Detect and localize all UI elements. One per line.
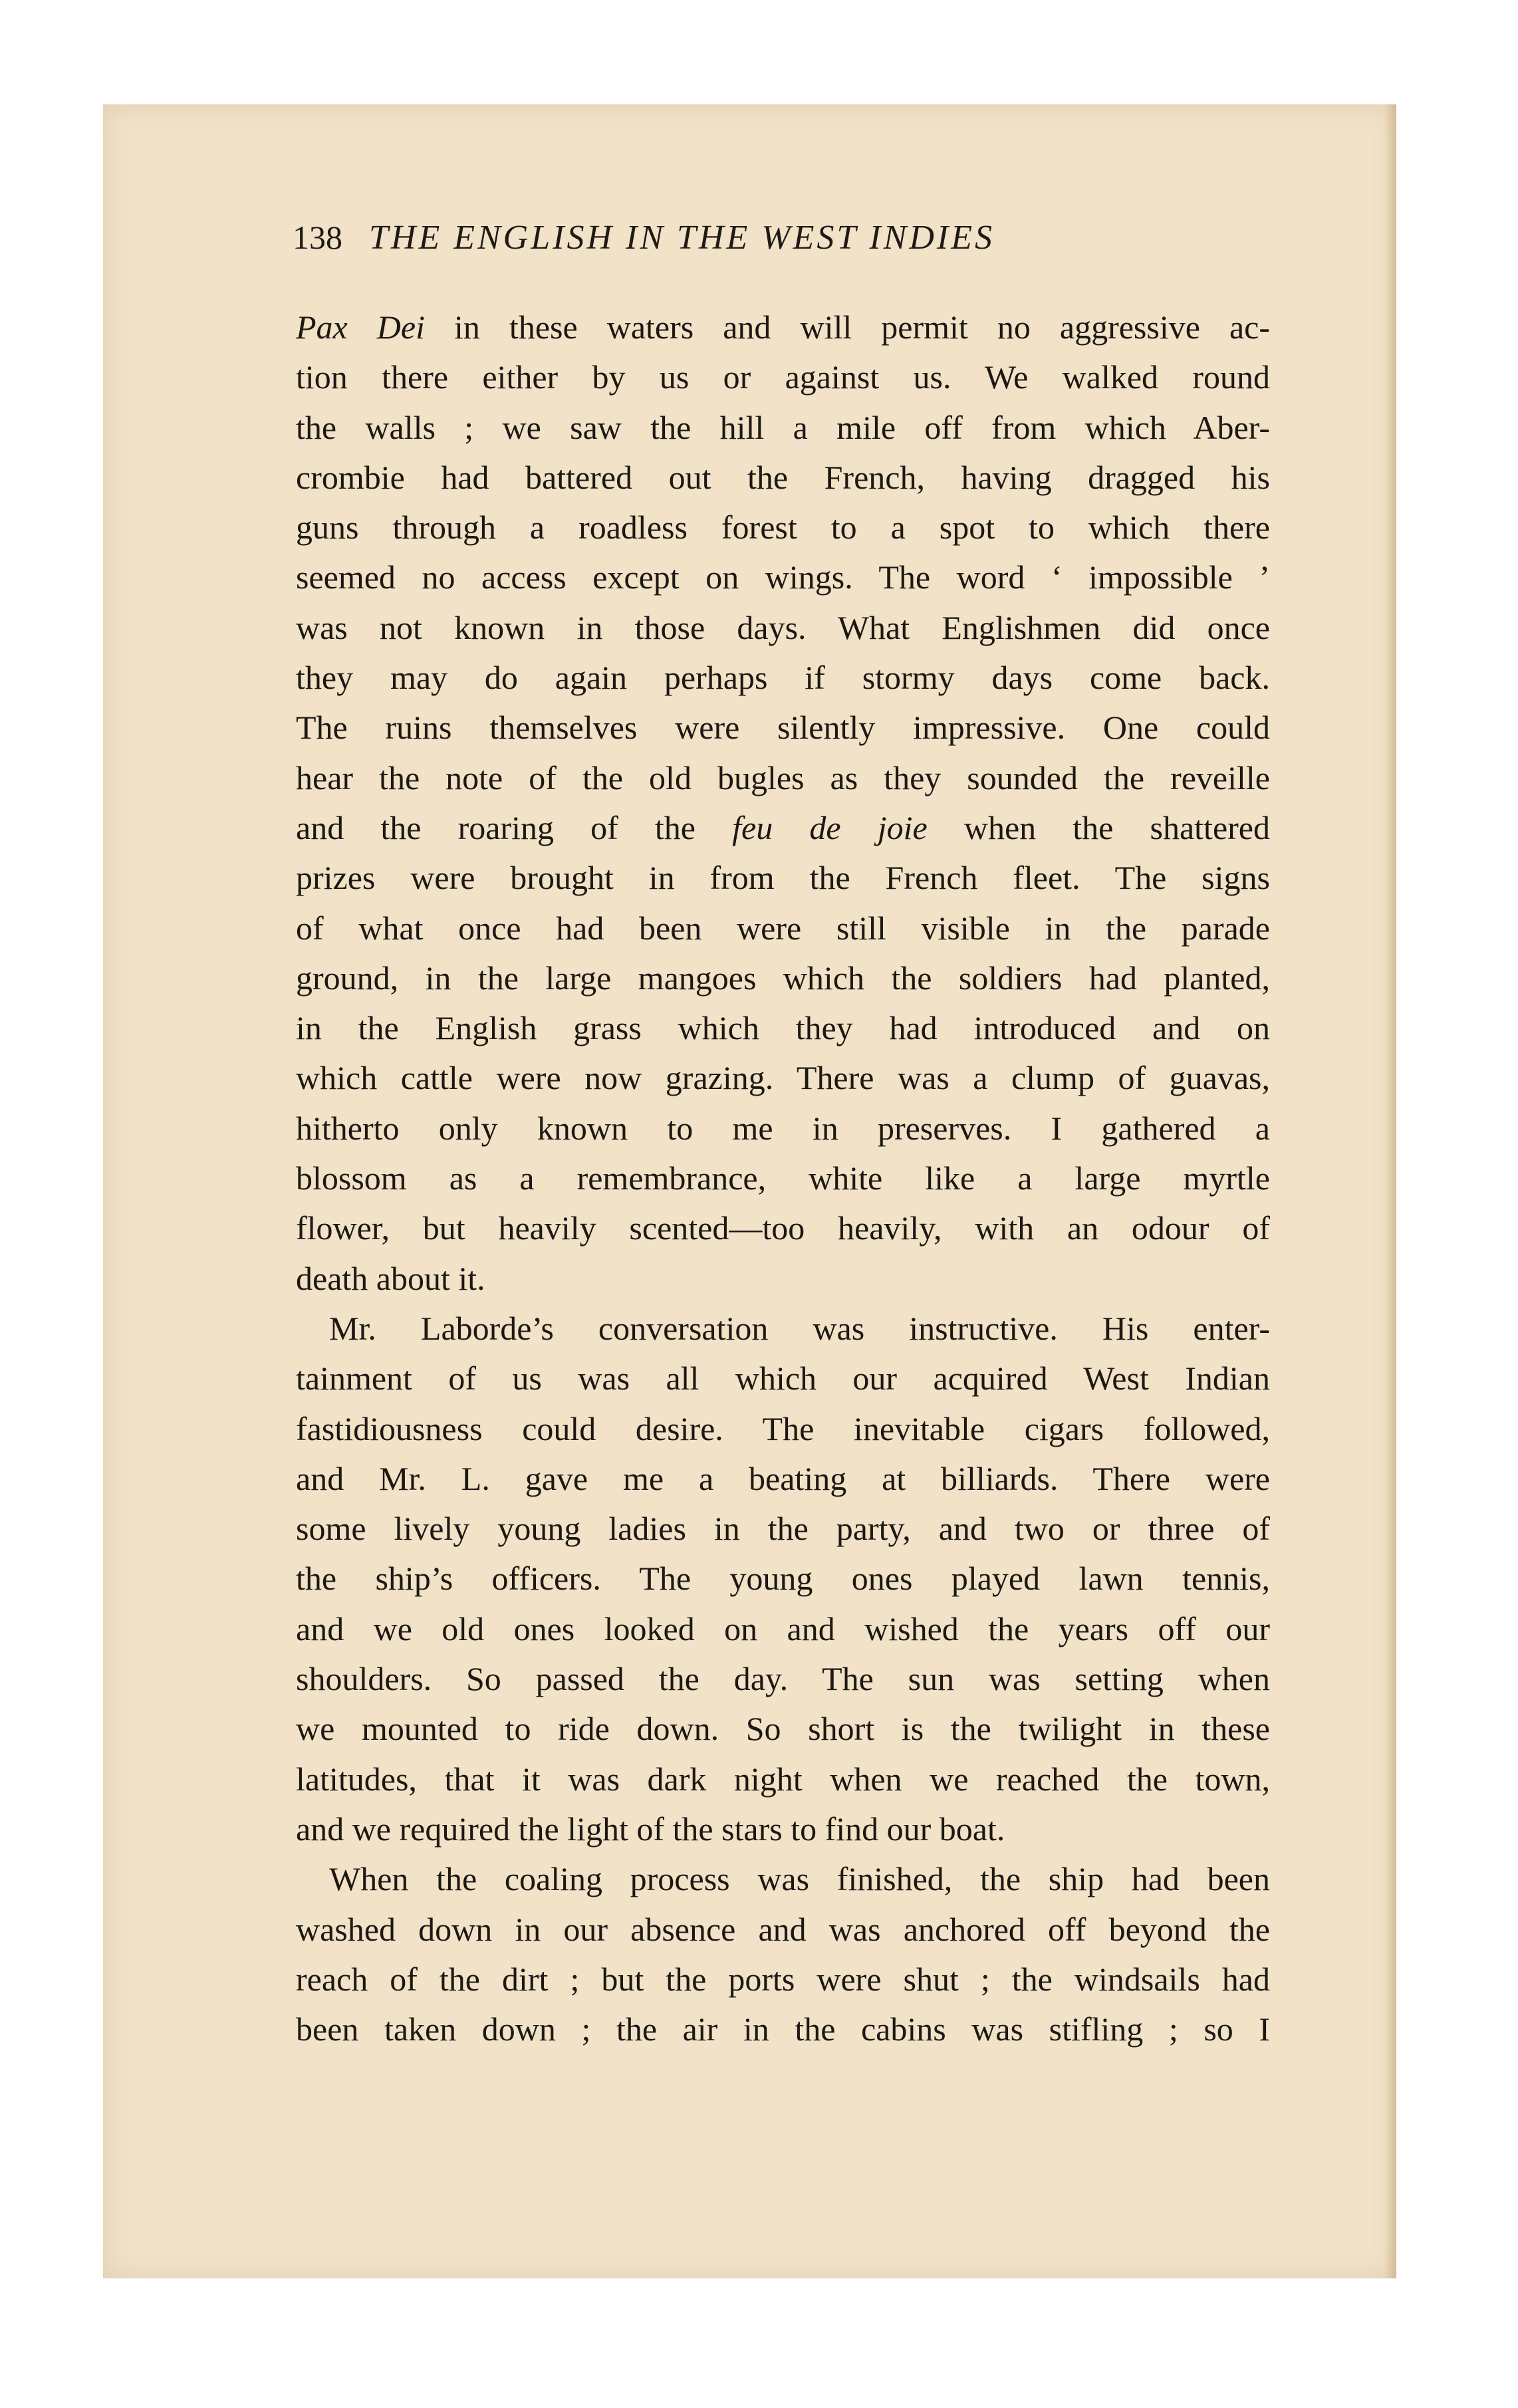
text-fragment: tainment of us was all which our acquired West Indian bbox=[296, 1360, 1270, 1397]
text-line bbox=[296, 1654, 1270, 1704]
text-fragment: and Mr. L. gave me a beating at billiards. There were bbox=[296, 1459, 1270, 1497]
text-line bbox=[296, 503, 1270, 552]
text-fragment: which cattle were now grazing. There was a clump of guavas, bbox=[296, 1059, 1270, 1097]
text-line bbox=[296, 1504, 1270, 1554]
text-line bbox=[296, 1003, 1270, 1053]
text-line bbox=[296, 1955, 1270, 2004]
text-fragment: in the English grass which they had introduced and on bbox=[296, 1009, 1270, 1047]
text-fragment: the walls ; we saw the hill a mile off from which Aber- bbox=[296, 408, 1270, 446]
text-line bbox=[296, 1304, 1270, 1354]
text-fragment: latitudes, that it was dark night when we reached the town, bbox=[296, 1760, 1270, 1798]
text-fragment: ground, in the large mangoes which the soldiers had planted, bbox=[296, 959, 1270, 997]
text-fragment: and we old ones looked on and wished the years off our bbox=[296, 1610, 1270, 1647]
text-line bbox=[296, 1254, 1270, 1304]
text-fragment: prizes were brought in from the French fleet. The signs bbox=[296, 859, 1270, 897]
text-line bbox=[296, 1554, 1270, 1604]
text-fragment: Mr. Laborde’s conversation was instructive. His enter- bbox=[329, 1309, 1270, 1347]
text-fragment: seemed no access except on wings. The word ‘ impossible ’ bbox=[296, 558, 1270, 596]
text-line bbox=[296, 1754, 1270, 1804]
text-fragment: When the coaling process was finished, the ship had been bbox=[329, 1860, 1270, 1898]
text-fragment: death about it. bbox=[296, 1259, 485, 1297]
text-line bbox=[296, 853, 1270, 903]
text-fragment: fastidiousness could desire. The inevitable cigars followed, bbox=[296, 1409, 1270, 1447]
body-text bbox=[296, 302, 1270, 2054]
text-fragment: shoulders. So passed the day. The sun was setting when bbox=[296, 1660, 1270, 1698]
text-line bbox=[296, 1053, 1270, 1103]
text-fragment: hear the note of the old bugles as they sounded the reveille bbox=[296, 759, 1270, 796]
text-line bbox=[296, 903, 1270, 953]
text-line bbox=[296, 1153, 1270, 1203]
text-line bbox=[296, 302, 1270, 352]
text-fragment: washed down in our absence and was anchored off beyond the bbox=[296, 1910, 1270, 1948]
text-line bbox=[296, 1854, 1270, 1904]
text-fragment: tion there either by us or against us. We walked round bbox=[296, 358, 1270, 396]
text-line bbox=[296, 1104, 1270, 1153]
text-line bbox=[296, 603, 1270, 653]
text-line bbox=[296, 753, 1270, 803]
text-line bbox=[296, 1804, 1270, 1854]
text-line bbox=[296, 552, 1270, 602]
text-fragment: hitherto only known to me in preserves. I gathered a bbox=[296, 1109, 1270, 1147]
text-line bbox=[296, 1404, 1270, 1454]
text-line bbox=[296, 2004, 1270, 2054]
text-fragment: been taken down ; the air in the cabins was stifling ; so I bbox=[296, 2010, 1270, 2048]
text-line bbox=[296, 1704, 1270, 1754]
text-fragment: the ship’s officers. The young ones played lawn tennis, bbox=[296, 1560, 1270, 1598]
text-line bbox=[296, 1203, 1270, 1253]
text-fragment: and we required the light of the stars to find our boat. bbox=[296, 1810, 1005, 1848]
text-line bbox=[296, 1905, 1270, 1955]
text-fragment: of what once had been were still visible in the parade bbox=[296, 909, 1270, 947]
text-fragment: The ruins themselves were silently impressive. One could bbox=[296, 709, 1270, 747]
text-line bbox=[296, 1604, 1270, 1654]
text-fragment: reach of the dirt ; but the ports were shut ; the windsails had bbox=[296, 1960, 1270, 1998]
text-line bbox=[296, 453, 1270, 503]
text-line bbox=[296, 803, 1270, 853]
text-fragment: they may do again perhaps if stormy days come back. bbox=[296, 659, 1270, 697]
running-header bbox=[293, 218, 1277, 278]
text-fragment: guns through a roadless forest to a spot to which there bbox=[296, 509, 1270, 546]
text-fragment: and the roaring of the bbox=[296, 808, 733, 846]
text-fragment: flower, but heavily scented—too heavily, with an odour of bbox=[296, 1209, 1270, 1247]
page-edge-shadow bbox=[1384, 104, 1396, 2278]
italic-phrase: Pax Dei bbox=[296, 308, 425, 346]
text-line bbox=[296, 352, 1270, 402]
text-fragment: was not known in those days. What Englishmen did once bbox=[296, 608, 1270, 646]
text-fragment: when the shattered bbox=[927, 808, 1270, 846]
text-fragment: crombie had battered out the French, having dragged his bbox=[296, 458, 1270, 496]
text-line bbox=[296, 653, 1270, 703]
text-line bbox=[296, 1354, 1270, 1403]
text-fragment: we mounted to ride down. So short is the twilight in these bbox=[296, 1710, 1270, 1748]
text-fragment: some lively young ladies in the party, and two or three of bbox=[296, 1510, 1270, 1548]
running-title: THE ENGLISH IN THE WEST INDIES bbox=[369, 219, 995, 257]
page-number: 138 bbox=[293, 219, 342, 256]
text-fragment: in these waters and will permit no aggressive ac- bbox=[424, 308, 1270, 346]
italic-phrase: feu de joie bbox=[732, 808, 928, 846]
text-line bbox=[296, 403, 1270, 453]
text-fragment: blossom as a remembrance, white like a large myrtle bbox=[296, 1159, 1270, 1197]
text-line bbox=[296, 1454, 1270, 1504]
text-line bbox=[296, 953, 1270, 1003]
text-line bbox=[296, 703, 1270, 753]
